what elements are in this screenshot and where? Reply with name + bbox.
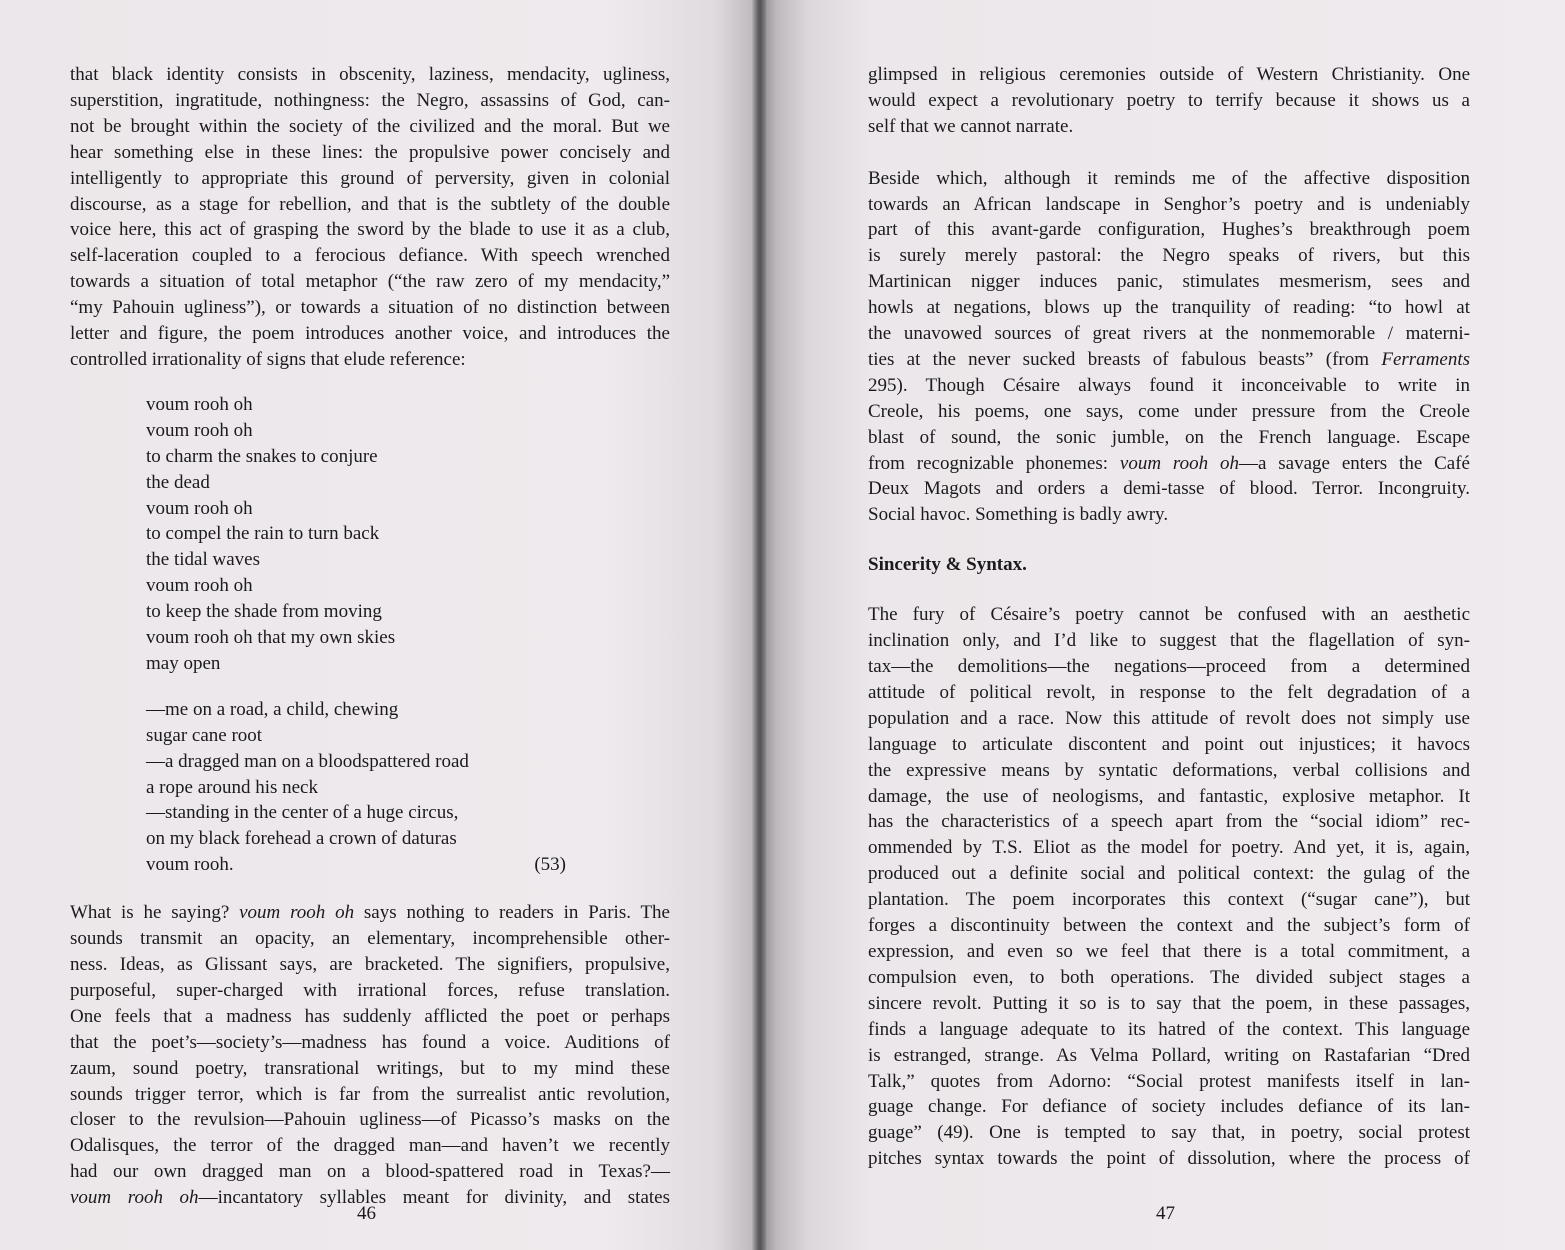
text-line: purposeful, super-charged with irrational forces, refuse translation. [70, 979, 670, 1001]
poem-line: a rope around his neck [146, 776, 318, 798]
poem-line: to keep the shade from moving [146, 601, 382, 623]
text-line: the unavowed sources of great rivers at the nonmemorable / materni- [868, 323, 1470, 345]
text-line: voum rooh oh—incantatory syllables meant for divinity, and states [70, 1187, 671, 1209]
poem-line: may open [146, 652, 221, 674]
text-line: damage, the use of neologisms, and fantastic, explosive metaphor. It [868, 785, 1470, 807]
text-line: towards an African landscape in Senghor’s poetry and is undeniably [868, 193, 1470, 215]
text-line: One feels that a madness has suddenly afflicted the poet or perhaps [70, 1005, 670, 1027]
text-line: Deux Magots and orders a demi-tasse of blood. Terror. Incongruity. [868, 478, 1470, 500]
text-line: language to articulate discontent and point out injustices; it havocs [868, 733, 1470, 755]
italic-phrase: voum rooh oh [1119, 452, 1239, 474]
text-line: sounds trigger terror, which is far from the surrealist antic revolution, [70, 1083, 670, 1105]
poem-line: on my black forehead a crown of daturas [146, 828, 457, 850]
poem-line: voum rooh oh that my own skies [146, 627, 396, 649]
text-line: guage change. For defiance of society includes defiance of its lan- [868, 1096, 1470, 1118]
poem-line: voum rooh oh [146, 419, 253, 441]
poem-quote [146, 392, 566, 878]
left-text-column [70, 62, 670, 1211]
right-paragraph-1 [868, 62, 1470, 140]
text-line: superstition, ingratitude, nothingness: the Negro, assassins of God, can- [70, 89, 670, 111]
text-line: ness. Ideas, as Glissant says, are bracketed. The signifiers, propulsive, [70, 954, 670, 975]
poem-final-row [146, 852, 566, 878]
text-line: plantation. The poem incorporates this context (“sugar cane”), but [868, 889, 1470, 911]
text-line: guage” (49). One is tempted to say that, in poetry, social protest [868, 1122, 1470, 1144]
text-line: blast of sound, the sonic jumble, on the French language. Escape [868, 426, 1470, 448]
text-line: finds a language adequate to its hatred of the context. This language [868, 1018, 1470, 1040]
text-line: What is he saying? voum rooh oh says nothing to readers in Paris. The [70, 902, 670, 924]
text-line: sincere revolt. Putting it so is to say that the poem, in these passages, [868, 992, 1470, 1014]
text-line: population and a race. Now this attitude of revolt does not simply use [868, 707, 1470, 729]
poem-line: to charm the snakes to conjure [146, 445, 378, 467]
left-paragraph-2 [70, 900, 670, 1211]
text-line: self that we cannot narrate. [868, 115, 1074, 137]
text-line: produced out a definite social and political context: the gulag of the [868, 863, 1470, 885]
text-line: ommended by T.S. Eliot as the model for poetry. And yet, it is, again, [868, 837, 1470, 859]
text-line: Martinican nigger induces panic, stimulates mesmerism, sees and [868, 271, 1470, 293]
text-line: that the poet’s—society’s—madness has found a voice. Auditions of [70, 1031, 670, 1053]
text-line: expression, and even so we feel that there is a total commitment, a [868, 940, 1470, 962]
poem-line: voum rooh oh [146, 575, 253, 597]
text-line: is estranged, strange. As Velma Pollard, writing on Rastafarian “Dred [868, 1044, 1470, 1066]
book-gutter [752, 0, 766, 1250]
italic-title: Ferraments [1381, 348, 1470, 370]
text-line: part of this avant-garde configuration, Hughes’s breakthrough poem [868, 219, 1470, 241]
poem-line: —me on a road, a child, chewing [146, 698, 399, 720]
text-line: closer to the revulsion—Pahouin ugliness—of Picasso’s masks on the [70, 1109, 670, 1131]
poem-line: —a dragged man on a bloodspattered road [146, 750, 469, 772]
text-line: compulsion even, to both operations. The divided subject stages a [868, 966, 1470, 988]
text-line: howls at negations, blows up the tranquility of reading: “to howl at [868, 297, 1470, 319]
text-line: Beside which, although it reminds me of the affective disposition [868, 167, 1470, 189]
text-line: ties at the never sucked breasts of fabulous beasts” (from Ferraments [868, 348, 1470, 370]
right-page [760, 0, 1565, 1250]
text-line: attitude of political revolt, in response to the felt degradation of a [868, 681, 1470, 703]
text-line: would expect a revolutionary poetry to terrify because it shows us a [868, 89, 1470, 111]
text-line: Creole, his poems, one says, come under pressure from the Creole [868, 400, 1470, 422]
right-text-column [868, 62, 1470, 1172]
text-line: hear something else in these lines: the propulsive power concisely and [70, 141, 670, 163]
text-line: “my Pahouin ugliness”), or towards a situation of no distinction between [70, 297, 670, 319]
text-line: self-laceration coupled to a ferocious defiance. With speech wrenched [70, 245, 670, 267]
text-line: 295). Though Césaire always found it inconceivable to write in [868, 374, 1470, 396]
text-line: that black identity consists in obscenity, laziness, mendacity, ugliness, [70, 64, 670, 85]
poem-line: voum rooh oh [146, 393, 253, 415]
poem-line: voum rooh oh [146, 497, 253, 519]
text-line: intelligently to appropriate this ground of perversity, given in colonial [70, 167, 670, 189]
text-line: Talk,” quotes from Adorno: “Social protest manifests itself in lan- [868, 1070, 1470, 1092]
section-heading: Sincerity & Syntax. [868, 554, 1027, 576]
text-line: zaum, sound poetry, transrational writings, but to my mind these [70, 1057, 670, 1079]
text-line: The fury of Césaire’s poetry cannot be confused with an aesthetic [868, 604, 1470, 626]
text-line: glimpsed in religious ceremonies outside of Western Christianity. One [868, 64, 1470, 85]
text-line: the expressive means by syntatic deformations, verbal collisions and [868, 759, 1470, 781]
right-paragraph-2 [868, 166, 1470, 529]
text-line: discourse, as a stage for rebellion, and that is the subtlety of the double [70, 193, 670, 215]
text-line: towards a situation of total metaphor (“the raw zero of my mendacity,” [70, 271, 670, 293]
text-line: from recognizable phonemes: voum rooh oh—a savage enters the Café [868, 452, 1470, 474]
text-line: not be brought within the society of the civilized and the moral. But we [70, 115, 670, 137]
text-line: sounds transmit an opacity, an elementary, incomprehensible other- [70, 928, 670, 950]
right-paragraph-3 [868, 602, 1470, 1172]
text-line: is surely merely pastoral: the Negro speaks of rivers, but this [868, 245, 1470, 267]
page-number: 47 [1156, 1203, 1175, 1224]
left-paragraph-1 [70, 62, 670, 373]
text-line: forges a discontinuity between the context and the subject’s form of [868, 915, 1470, 937]
text-line: tax—the demolitions—the negations—proceed from a determined [868, 656, 1470, 678]
text-line: letter and figure, the poem introduces another voice, and introduces the [70, 323, 670, 345]
poem-citation: (53) [534, 854, 566, 876]
poem-line: the tidal waves [146, 549, 260, 571]
page-number: 46 [357, 1203, 376, 1224]
left-page [0, 0, 760, 1250]
text-line: Social havoc. Something is badly awry. [868, 504, 1169, 526]
italic-phrase: voum rooh oh [239, 902, 355, 924]
text-line: Odalisques, the terror of the dragged man—and haven’t we recently [70, 1135, 670, 1157]
text-line: controlled irrationality of signs that elude reference: [70, 348, 466, 370]
poem-line: —standing in the center of a huge circus, [146, 802, 459, 824]
poem-line: sugar cane root [146, 724, 263, 746]
poem-line: the dead [146, 471, 210, 493]
text-line: had our own dragged man on a blood-spattered road in Texas?— [70, 1161, 670, 1183]
text-line: pitches syntax towards the point of dissolution, where the process of [868, 1148, 1470, 1170]
text-line: inclination only, and I’d like to suggest that the flagellation of syn- [868, 630, 1470, 652]
text-line: has the characteristics of a speech apart from the “social idiom” rec- [868, 811, 1470, 833]
italic-phrase: voum rooh oh [70, 1187, 199, 1209]
text-line: voice here, this act of grasping the sword by the blade to use it as a club, [70, 219, 670, 241]
poem-line: voum rooh. [146, 854, 234, 876]
poem-line: to compel the rain to turn back [146, 523, 380, 545]
